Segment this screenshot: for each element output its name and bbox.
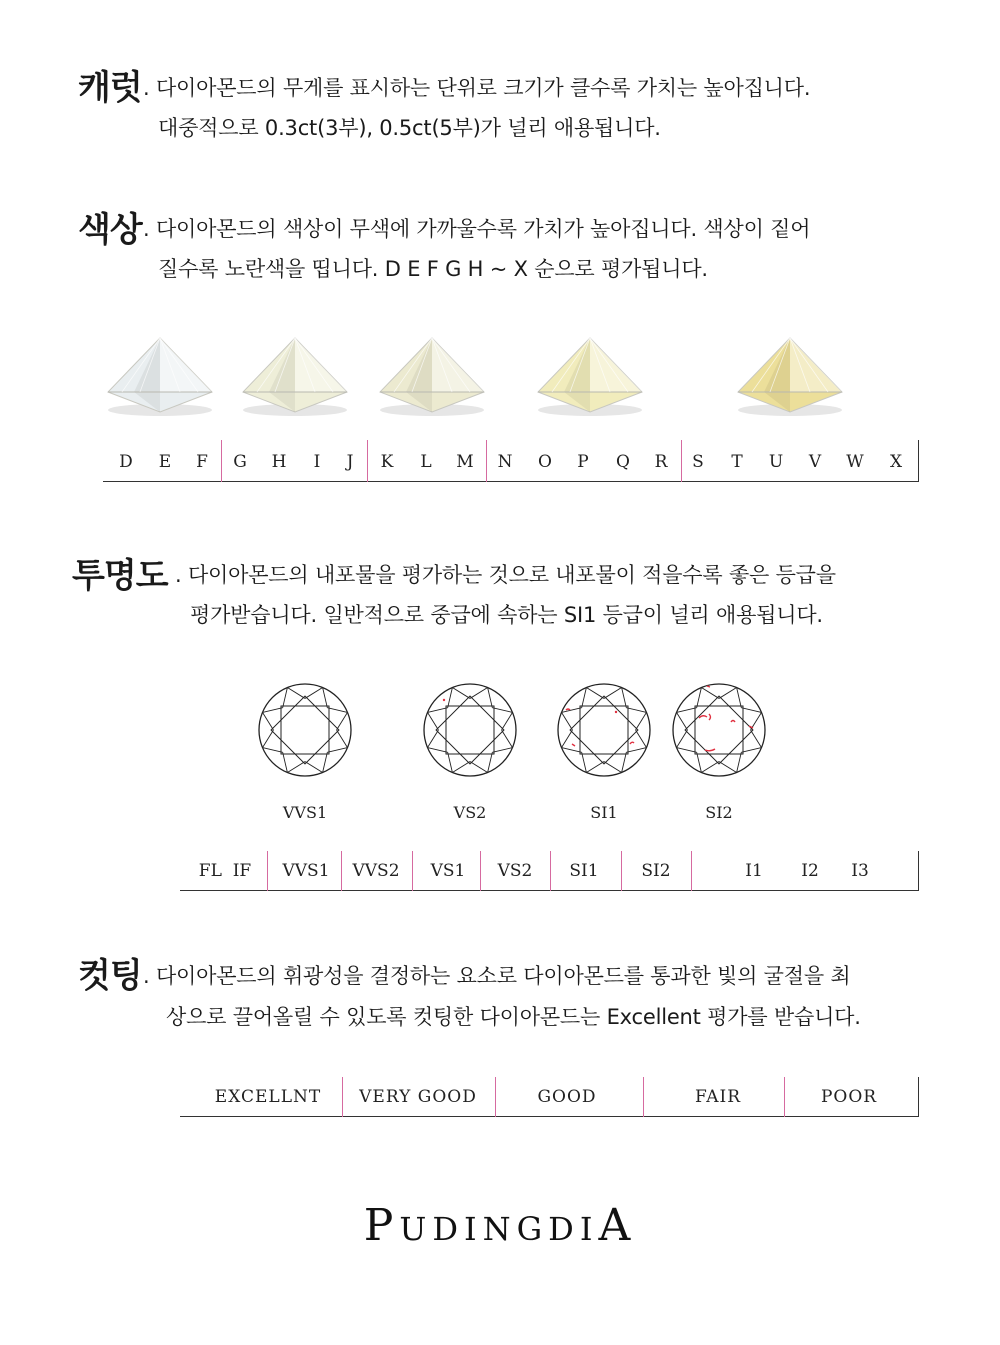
clarity-grade-label: SI1: [569, 861, 599, 881]
clarity-grade-scale: [180, 851, 919, 891]
color-scale-divider-4: [681, 440, 682, 482]
cut-grade-label: FAIR: [694, 1087, 742, 1107]
clarity-diagram-4: [669, 680, 769, 780]
carat-heading: 캐럿: [78, 68, 142, 108]
color-scale-divider-2: [367, 440, 368, 482]
color-grade-N: N: [497, 452, 513, 472]
color-grade-S: S: [692, 452, 704, 472]
clarity-scale-divider-2: [341, 851, 342, 891]
clarity-diagram-2: [420, 680, 520, 780]
brand-logo-mid: UDINGDI: [399, 1210, 599, 1248]
clarity-grade-label: VVS2: [352, 861, 400, 881]
color-desc-line1: . 다이아몬드의 색상이 무색에 가까울수록 가치가 높아집니다. 색상이 짙어: [143, 217, 811, 241]
diamond-photo-1: [100, 330, 220, 420]
clarity-scale-divider-1: [267, 851, 268, 891]
color-scale-divider-1: [221, 440, 222, 482]
brand-logo-a: A: [598, 1200, 637, 1251]
color-grade-T: T: [731, 452, 743, 472]
color-grade-D: D: [119, 452, 133, 472]
clarity-scale-divider-5: [550, 851, 551, 891]
color-grade-I: I: [313, 452, 321, 472]
color-grade-J: J: [346, 452, 354, 472]
brand-logo: [0, 1200, 1000, 1251]
diamond-photo-5: [730, 330, 850, 420]
cut-scale-divider-1: [342, 1077, 343, 1117]
cut-desc-line1: . 다이아몬드의 휘광성을 결정하는 요소로 다이아몬드를 통과한 빛의 굴절을 최: [143, 964, 851, 988]
clarity-scale-divider-6: [621, 851, 622, 891]
color-grade-V: V: [808, 452, 822, 472]
diamond-photo-3: [372, 330, 492, 420]
clarity-diagram-3: [554, 680, 654, 780]
color-grade-scale: [103, 440, 919, 482]
clarity-diagram-label-1: VVS1: [282, 803, 328, 822]
clarity-grade-label: I3: [851, 861, 869, 881]
color-heading: 색상: [78, 210, 142, 250]
color-grade-H: H: [271, 452, 287, 472]
diamond-photo-4: [530, 330, 650, 420]
color-grade-P: P: [577, 452, 589, 472]
color-grade-F: F: [196, 452, 208, 472]
color-grade-R: R: [654, 452, 668, 472]
cut-grade-label: GOOD: [537, 1087, 597, 1107]
cut-grade-label: EXCELLNT: [214, 1087, 322, 1107]
color-grade-L: L: [420, 452, 432, 472]
carat-desc-line2: 대중적으로 0.3ct(3부), 0.5ct(5부)가 널리 애용됩니다.: [158, 116, 661, 140]
clarity-grade-label: SI2: [641, 861, 671, 881]
cut-heading: 컷팅: [78, 956, 142, 996]
clarity-diagram-label-4: SI2: [705, 803, 733, 822]
cut-grade-label: POOR: [820, 1087, 878, 1107]
clarity-grade-label: I1: [745, 861, 763, 881]
color-grade-K: K: [380, 452, 394, 472]
color-grade-U: U: [768, 452, 784, 472]
cut-grade-label: VERY GOOD: [359, 1087, 477, 1107]
clarity-diagram-1: [255, 680, 355, 780]
brand-logo-p: P: [363, 1200, 400, 1251]
clarity-scale-divider-7: [691, 851, 692, 891]
cut-scale-divider-4: [784, 1077, 785, 1117]
cut-scale-divider-3: [643, 1077, 644, 1117]
color-grade-E: E: [158, 452, 172, 472]
color-grade-G: G: [233, 452, 247, 472]
color-desc-line2: 질수록 노란색을 띱니다. D E F G H ~ X 순으로 평가됩니다.: [158, 257, 708, 281]
clarity-scale-divider-4: [480, 851, 481, 891]
color-scale-divider-3: [486, 440, 487, 482]
clarity-diagram-label-2: VS2: [453, 803, 487, 822]
clarity-grade-label: VS2: [497, 861, 533, 881]
clarity-grade-label: FL IF: [198, 861, 252, 881]
clarity-grade-label: VVS1: [282, 861, 330, 881]
cut-scale-divider-2: [495, 1077, 496, 1117]
color-grade-W: W: [846, 452, 864, 472]
cut-desc-line2: 상으로 끌어올릴 수 있도록 컷팅한 다이아몬드는 Excellent 평가를 받습니다.: [166, 1005, 861, 1029]
cut-grade-scale: [180, 1077, 919, 1117]
clarity-grade-label: I2: [801, 861, 819, 881]
clarity-grade-label: VS1: [430, 861, 466, 881]
color-grade-Q: Q: [616, 452, 630, 472]
color-grade-M: M: [456, 452, 474, 472]
color-grade-X: X: [889, 452, 903, 472]
clarity-diagram-label-3: SI1: [590, 803, 618, 822]
clarity-heading: 투명도: [72, 556, 168, 596]
diamond-photo-2: [235, 330, 355, 420]
color-grade-O: O: [538, 452, 552, 472]
clarity-scale-divider-3: [412, 851, 413, 891]
carat-desc-line1: . 다이아몬드의 무게를 표시하는 단위로 크기가 클수록 가치는 높아집니다.: [143, 76, 811, 100]
clarity-desc-line1: . 다이아몬드의 내포물을 평가하는 것으로 내포물이 적을수록 좋은 등급을: [175, 563, 836, 587]
clarity-desc-line2: 평가받습니다. 일반적으로 중급에 속하는 SI1 등급이 널리 애용됩니다.: [190, 603, 823, 627]
